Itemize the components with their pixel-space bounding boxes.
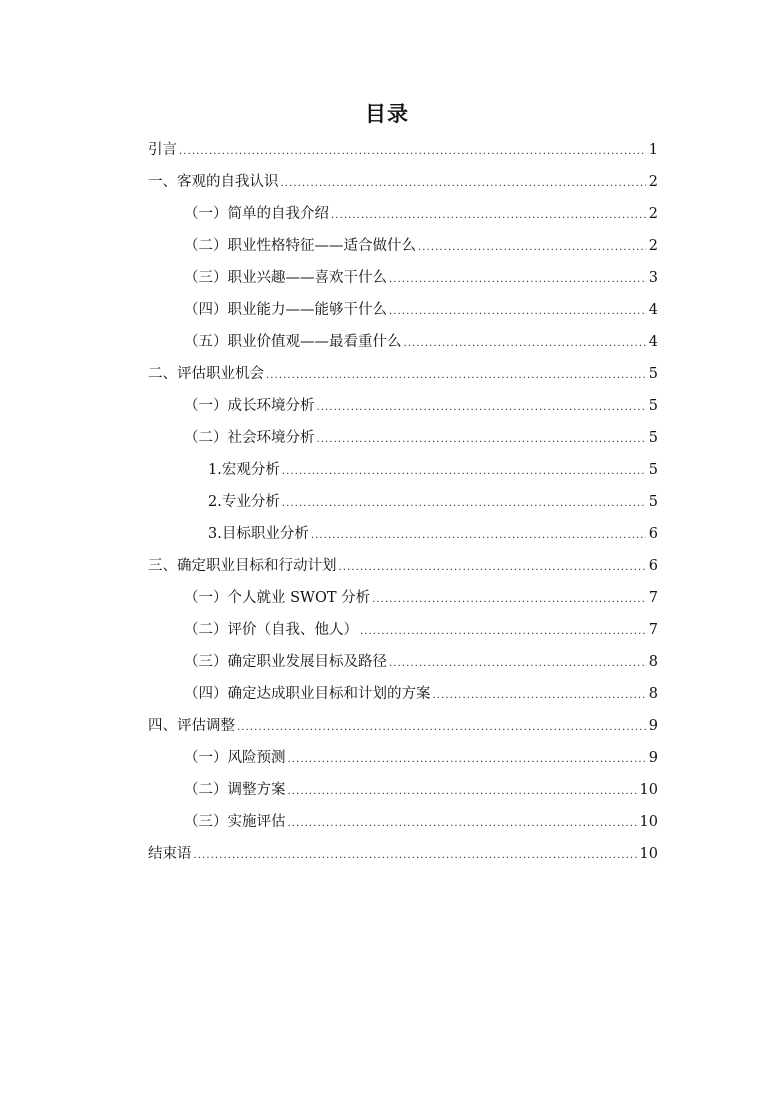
toc-entry-label: 三、确定职业目标和行动计划 bbox=[148, 558, 337, 574]
toc-entry-page-number: 8 bbox=[648, 654, 658, 670]
toc-entry-label: （二）评价（自我、他人） bbox=[184, 622, 358, 638]
toc-entry[interactable] bbox=[148, 134, 658, 166]
toc-entry-label: 1.宏观分析 bbox=[208, 462, 280, 478]
toc-entry[interactable] bbox=[148, 422, 658, 454]
toc-entry-label: （一）成长环境分析 bbox=[184, 398, 315, 414]
toc-entry-page-number: 3 bbox=[648, 270, 658, 286]
toc-entry[interactable] bbox=[148, 518, 658, 550]
toc-entry[interactable] bbox=[148, 486, 658, 518]
toc-entry[interactable] bbox=[148, 294, 658, 326]
toc-entry-page-number: 5 bbox=[648, 366, 658, 382]
toc-entry[interactable] bbox=[148, 550, 658, 582]
toc-dot-leader bbox=[418, 232, 646, 264]
toc-entry[interactable] bbox=[148, 582, 658, 614]
toc-entry-page-number: 2 bbox=[648, 206, 658, 222]
toc-entry[interactable] bbox=[148, 166, 658, 198]
toc-entry[interactable] bbox=[148, 454, 658, 486]
toc-dot-leader bbox=[331, 200, 646, 232]
toc-entry-page-number: 10 bbox=[639, 814, 658, 830]
toc-entry-page-number: 10 bbox=[639, 846, 658, 862]
toc-dot-leader bbox=[288, 744, 646, 776]
toc-entry-page-number: 1 bbox=[648, 142, 658, 158]
toc-entry[interactable] bbox=[148, 390, 658, 422]
toc-entry-page-number: 5 bbox=[648, 398, 658, 414]
toc-entry[interactable] bbox=[148, 806, 658, 838]
toc-entry-label: （三）职业兴趣——喜欢干什么 bbox=[184, 270, 387, 286]
toc-entry-page-number: 2 bbox=[648, 238, 658, 254]
toc-entry-page-number: 5 bbox=[648, 430, 658, 446]
toc-entry-label: （一）风险预测 bbox=[184, 750, 286, 766]
toc-entry-label: 结束语 bbox=[148, 846, 192, 862]
toc-entry-label: 二、评估职业机会 bbox=[148, 366, 264, 382]
toc-entry[interactable] bbox=[148, 358, 658, 390]
toc-entry-page-number: 6 bbox=[648, 526, 658, 542]
toc-dot-leader bbox=[288, 808, 637, 840]
toc-entry[interactable] bbox=[148, 230, 658, 262]
toc-entry-label: 引言 bbox=[148, 142, 177, 158]
toc-dot-leader bbox=[282, 456, 646, 488]
toc-dot-leader bbox=[404, 328, 646, 360]
toc-entry-page-number: 5 bbox=[648, 462, 658, 478]
toc-entry[interactable] bbox=[148, 262, 658, 294]
toc-entry-page-number: 4 bbox=[648, 334, 658, 350]
toc-entry-page-number: 9 bbox=[648, 750, 658, 766]
toc-dot-leader bbox=[281, 168, 646, 200]
toc-entry-page-number: 2 bbox=[648, 174, 658, 190]
toc-entry-label: （四）确定达成职业目标和计划的方案 bbox=[184, 686, 431, 702]
toc-entry[interactable] bbox=[148, 678, 658, 710]
toc-dot-leader bbox=[389, 648, 646, 680]
toc-dot-leader bbox=[360, 616, 646, 648]
toc-entry-page-number: 4 bbox=[648, 302, 658, 318]
toc-dot-leader bbox=[282, 488, 646, 520]
toc-entry[interactable] bbox=[148, 646, 658, 678]
toc-entry[interactable] bbox=[148, 614, 658, 646]
toc-entry-page-number: 8 bbox=[648, 686, 658, 702]
toc-dot-leader bbox=[339, 552, 646, 584]
toc-list bbox=[148, 134, 658, 870]
toc-entry-page-number: 9 bbox=[648, 718, 658, 734]
toc-entry[interactable] bbox=[148, 710, 658, 742]
toc-entry-label: 3.目标职业分析 bbox=[208, 526, 309, 542]
toc-entry-label: （三）实施评估 bbox=[184, 814, 286, 830]
toc-entry-label: （三）确定职业发展目标及路径 bbox=[184, 654, 387, 670]
toc-dot-leader bbox=[389, 296, 646, 328]
toc-entry-label: （二）调整方案 bbox=[184, 782, 286, 798]
toc-title: 目录 bbox=[365, 101, 409, 126]
toc-entry-label: 2.专业分析 bbox=[208, 494, 280, 510]
toc-entry-label: 一、客观的自我认识 bbox=[148, 174, 279, 190]
toc-dot-leader bbox=[372, 584, 646, 616]
toc-entry-label: （二）职业性格特征——适合做什么 bbox=[184, 238, 416, 254]
toc-dot-leader bbox=[317, 424, 646, 456]
toc-entry-label: （一）简单的自我介绍 bbox=[184, 206, 329, 222]
toc-entry[interactable] bbox=[148, 774, 658, 806]
toc-entry-page-number: 6 bbox=[648, 558, 658, 574]
toc-entry-page-number: 7 bbox=[648, 622, 658, 638]
toc-entry[interactable] bbox=[148, 838, 658, 870]
toc-entry-label: 四、评估调整 bbox=[148, 718, 235, 734]
toc-entry[interactable] bbox=[148, 326, 658, 358]
toc-dot-leader bbox=[194, 840, 637, 872]
toc-dot-leader bbox=[433, 680, 646, 712]
toc-entry[interactable] bbox=[148, 742, 658, 774]
toc-entry[interactable] bbox=[148, 198, 658, 230]
toc-dot-leader bbox=[237, 712, 646, 744]
toc-entry-label: （五）职业价值观——最看重什么 bbox=[184, 334, 402, 350]
toc-dot-leader bbox=[179, 136, 646, 168]
toc-dot-leader bbox=[288, 776, 637, 808]
toc-entry-label: （二）社会环境分析 bbox=[184, 430, 315, 446]
toc-entry-page-number: 10 bbox=[639, 782, 658, 798]
toc-entry-label: （一）个人就业 SWOT 分析 bbox=[184, 590, 371, 606]
toc-entry-label: （四）职业能力——能够干什么 bbox=[184, 302, 387, 318]
toc-dot-leader bbox=[311, 520, 646, 552]
toc-entry-page-number: 5 bbox=[648, 494, 658, 510]
toc-entry-page-number: 7 bbox=[648, 590, 658, 606]
toc-dot-leader bbox=[389, 264, 646, 296]
toc-dot-leader bbox=[317, 392, 646, 424]
toc-dot-leader bbox=[266, 360, 646, 392]
